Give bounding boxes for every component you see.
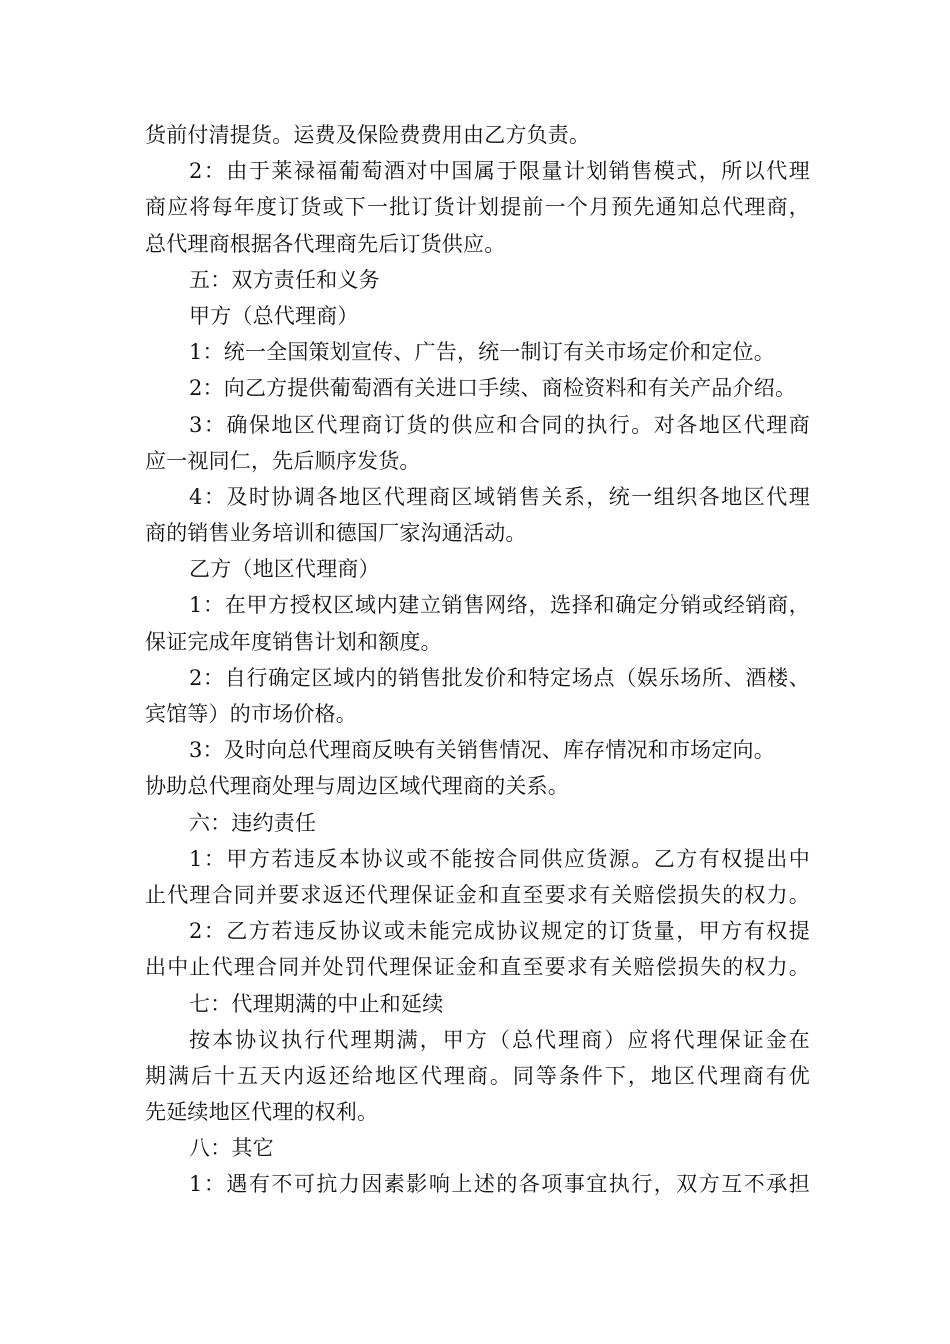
document-line: 出中止代理合同并处罚代理保证金和直至要求有关赔偿损失的权力。 — [145, 955, 810, 980]
document-line: 六：违约责任 — [189, 810, 317, 835]
document-line: 应一视同仁，先后顺序发货。 — [145, 448, 421, 473]
document-line: 货前付清提货。运费及保险费费用由乙方负责。 — [145, 123, 591, 147]
document-line: 1：统一全国策划宣传、广告，统一制订有关市场定价和定位。 — [189, 340, 775, 365]
document-line: 1：甲方若违反本协议或不能按合同供应货源。乙方有权提出中 — [189, 846, 810, 871]
document-line: 2：自行确定区域内的销售批发价和特定场点（娱乐场所、酒楼、 — [189, 665, 810, 690]
document-line: 3：及时向总代理商反映有关销售情况、库存情况和市场定向。 — [189, 738, 775, 763]
document-body — [145, 117, 810, 1203]
document-line: 五：双方责任和义务 — [189, 267, 380, 292]
document-line: 宾馆等）的市场价格。 — [145, 702, 357, 726]
document-line: 1：在甲方授权区域内建立销售网络，选择和确定分销或经销商， — [189, 593, 810, 618]
document-line: 3：确保地区代理商订货的供应和合同的执行。对各地区代理商 — [189, 412, 810, 437]
document-line: 协助总代理商处理与周边区域代理商的关系。 — [145, 774, 569, 799]
document-line: 2：向乙方提供葡萄酒有关进口手续、商检资料和有关产品介绍。 — [189, 376, 797, 401]
document-line: 总代理商根据各代理商先后订货供应。 — [145, 231, 506, 256]
document-line: 商应将每年度订货或下一批订货计划提前一个月预先通知总代理商， — [145, 195, 810, 220]
document-line: 1：遇有不可抗力因素影响上述的各项事宜执行，双方互不承担 — [189, 1172, 810, 1197]
document-line: 2：由于莱禄福葡萄酒对中国属于限量计划销售模式，所以代理 — [189, 159, 810, 184]
document-line: 期满后十五天内返还给地区代理商。同等条件下，地区代理商有优 — [145, 1063, 810, 1088]
document-line: 商的销售业务培训和德国厂家沟通活动。 — [145, 521, 527, 546]
document-line: 乙方（地区代理商） — [189, 557, 380, 582]
document-line: 保证完成年度销售计划和额度。 — [145, 629, 442, 654]
document-line: 2：乙方若违反协议或未能完成协议规定的订货量，甲方有权提 — [189, 919, 810, 944]
document-line: 止代理合同并要求返还代理保证金和直至要求有关赔偿损失的权力。 — [145, 882, 810, 907]
document-line: 七：代理期满的中止和延续 — [189, 991, 444, 1016]
document-line: 甲方（总代理商） — [189, 303, 359, 328]
document-line: 先延续地区代理的权利。 — [145, 1100, 379, 1125]
document-line: 按本协议执行代理期满，甲方（总代理商）应将代理保证金在 — [189, 1027, 810, 1052]
document-line: 八：其它 — [189, 1136, 274, 1161]
document-line: 4：及时协调各地区代理商区域销售关系，统一组织各地区代理 — [189, 484, 810, 509]
